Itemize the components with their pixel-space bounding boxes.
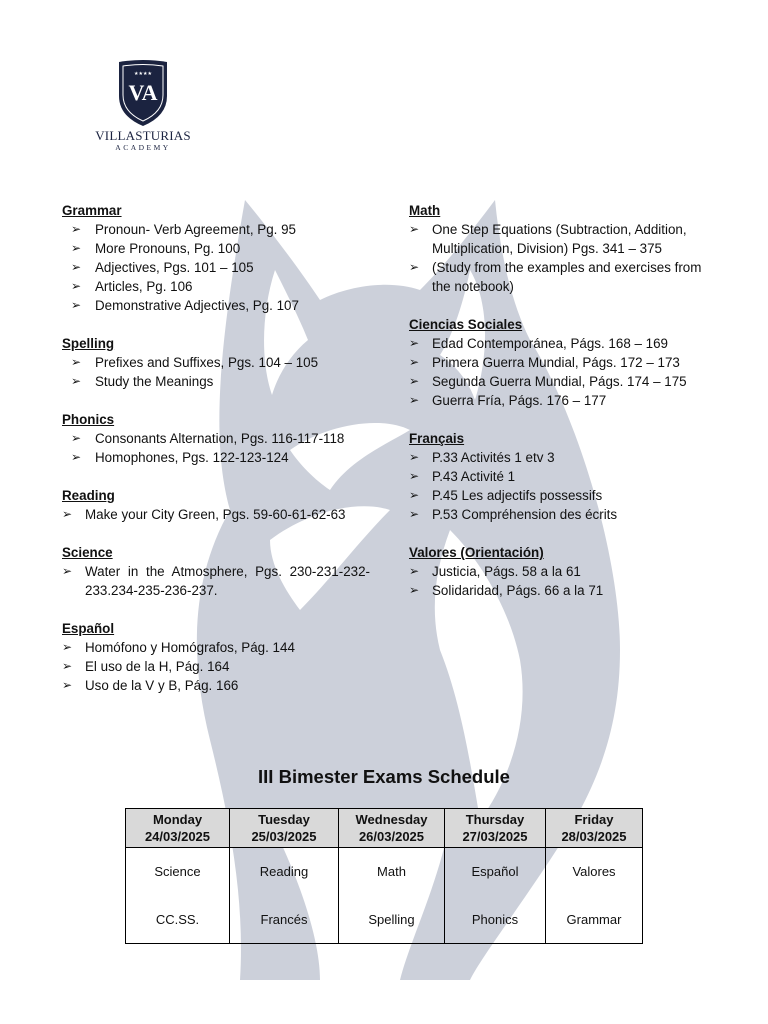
list-item: ➢ Homophones, Pgs. 122-123-124 [71, 450, 289, 465]
list-item: ➢ P.33 Activités 1 etv 3 [409, 450, 555, 465]
exam-cell: Reading [230, 848, 339, 896]
arrowhead-bullet-icon: ➢ [62, 640, 73, 654]
list-item: ➢ Consonants Alternation, Pgs. 116-117-118 [71, 431, 345, 446]
list-item: ➢ P.45 Les adjectifs possessifs [409, 488, 603, 503]
list-item: ➢ More Pronouns, Pg. 100 [71, 241, 241, 256]
section-heading: Français [409, 431, 465, 446]
section-valores [409, 543, 709, 600]
arrowhead-bullet-icon: ➢ [409, 488, 420, 502]
arrowhead-bullet-icon: ➢ [409, 583, 420, 597]
exam-schedule-table [125, 808, 643, 944]
arrowhead-bullet-icon: ➢ [71, 260, 82, 274]
list-item: ➢ Primera Guerra Mundial, Págs. 172 – 173 [409, 355, 680, 370]
list-item: ➢ Guerra Fría, Págs. 176 – 177 [409, 393, 607, 408]
exam-cell: Spelling [339, 896, 445, 944]
arrowhead-bullet-icon: ➢ [409, 469, 420, 483]
logo-monogram: VA [128, 80, 158, 105]
section-francais [409, 429, 709, 524]
exam-cell: Español [445, 848, 546, 896]
list-item: ➢ P.53 Compréhension des écrits [409, 507, 618, 522]
section-grammar [62, 201, 382, 315]
arrowhead-bullet-icon: ➢ [62, 507, 73, 521]
day-header: Tuesday 25/03/2025 [230, 809, 339, 848]
list-item: ➢ (Study from the examples and exercises from the notebook) [409, 260, 702, 294]
section-heading: Ciencias Sociales [409, 317, 523, 332]
section-reading [62, 486, 382, 524]
list-item: ➢ Edad Contemporánea, Págs. 168 – 169 [409, 336, 668, 351]
table-header-row [126, 809, 643, 848]
exam-cell: Math [339, 848, 445, 896]
exam-cell: CC.SS. [126, 896, 230, 944]
list-item: ➢ Demonstrative Adjectives, Pg. 107 [71, 298, 299, 313]
exam-cell: Valores [546, 848, 643, 896]
section-heading: Español [62, 621, 115, 636]
list-item: ➢ Study the Meanings [71, 374, 214, 389]
day-header: Friday 28/03/2025 [546, 809, 643, 848]
school-logo [88, 58, 198, 158]
arrowhead-bullet-icon: ➢ [71, 279, 82, 293]
arrowhead-bullet-icon: ➢ [71, 298, 82, 312]
arrowhead-bullet-icon: ➢ [409, 450, 420, 464]
arrowhead-bullet-icon: ➢ [71, 241, 82, 255]
arrowhead-bullet-icon: ➢ [71, 431, 82, 445]
exam-cell: Grammar [546, 896, 643, 944]
section-phonics [62, 410, 382, 467]
list-item: ➢ Pronoun- Verb Agreement, Pg. 95 [71, 222, 296, 237]
list-item: ➢ Make your City Green, Pgs. 59-60-61-62-63 [62, 507, 346, 522]
section-heading: Valores (Orientación) [409, 545, 544, 560]
shield-crest-icon [115, 58, 171, 128]
left-topics-column [62, 201, 382, 714]
arrowhead-bullet-icon: ➢ [71, 374, 82, 388]
section-heading: Phonics [62, 412, 115, 427]
list-item: ➢ Solidaridad, Págs. 66 a la 71 [409, 583, 604, 598]
exam-cell: Francés [230, 896, 339, 944]
day-header: Monday 24/03/2025 [126, 809, 230, 848]
section-science [62, 543, 382, 600]
arrowhead-bullet-icon: ➢ [71, 450, 82, 464]
list-item: ➢ Justicia, Págs. 58 a la 61 [409, 564, 581, 579]
list-item: ➢ P.43 Activité 1 [409, 469, 516, 484]
section-heading: Spelling [62, 336, 115, 351]
arrowhead-bullet-icon: ➢ [409, 374, 420, 388]
day-header: Wednesday 26/03/2025 [339, 809, 445, 848]
table-row [126, 848, 643, 896]
arrowhead-bullet-icon: ➢ [409, 336, 420, 350]
day-header: Thursday 27/03/2025 [445, 809, 546, 848]
arrowhead-bullet-icon: ➢ [62, 659, 73, 673]
arrowhead-bullet-icon: ➢ [71, 222, 82, 236]
section-heading: Math [409, 203, 441, 218]
arrowhead-bullet-icon: ➢ [409, 222, 420, 236]
arrowhead-bullet-icon: ➢ [62, 678, 73, 692]
section-espanol [62, 619, 382, 695]
svg-text:★★★★: ★★★★ [134, 71, 152, 77]
arrowhead-bullet-icon: ➢ [71, 355, 82, 369]
list-item: ➢ El uso de la H, Pág. 164 [62, 659, 230, 674]
arrowhead-bullet-icon: ➢ [409, 564, 420, 578]
exam-cell: Phonics [445, 896, 546, 944]
list-item: ➢ One Step Equations (Subtraction, Addition, Multiplication, Division) Pgs. 341 – 375 [409, 222, 687, 256]
arrowhead-bullet-icon: ➢ [409, 355, 420, 369]
arrowhead-bullet-icon: ➢ [409, 507, 420, 521]
arrowhead-bullet-icon: ➢ [409, 260, 420, 274]
section-spelling [62, 334, 382, 391]
right-topics-column [409, 201, 709, 619]
section-heading: Grammar [62, 203, 122, 218]
list-item: ➢ Water in the Atmosphere, Pgs. 230-231-232-233.234-235-236-237. [62, 564, 370, 598]
arrowhead-bullet-icon: ➢ [62, 564, 73, 578]
logo-name: VILLASTURIAS [95, 128, 191, 143]
list-item: ➢ Adjectives, Pgs. 101 – 105 [71, 260, 254, 275]
section-heading: Science [62, 545, 113, 560]
list-item: ➢ Uso de la V y B, Pág. 166 [62, 678, 239, 693]
list-item: ➢ Segunda Guerra Mundial, Págs. 174 – 175 [409, 374, 687, 389]
list-item: ➢ Articles, Pg. 106 [71, 279, 193, 294]
section-heading: Reading [62, 488, 115, 503]
exam-cell: Science [126, 848, 230, 896]
list-item: ➢ Prefixes and Suffixes, Pgs. 104 – 105 [71, 355, 319, 370]
list-item: ➢ Homófono y Homógrafos, Pág. 144 [62, 640, 295, 655]
logo-subtitle: ACADEMY [115, 143, 171, 152]
section-ciencias-sociales [409, 315, 709, 410]
schedule-title: III Bimester Exams Schedule [258, 766, 510, 787]
section-math [409, 201, 709, 296]
arrowhead-bullet-icon: ➢ [409, 393, 420, 407]
table-row [126, 896, 643, 944]
